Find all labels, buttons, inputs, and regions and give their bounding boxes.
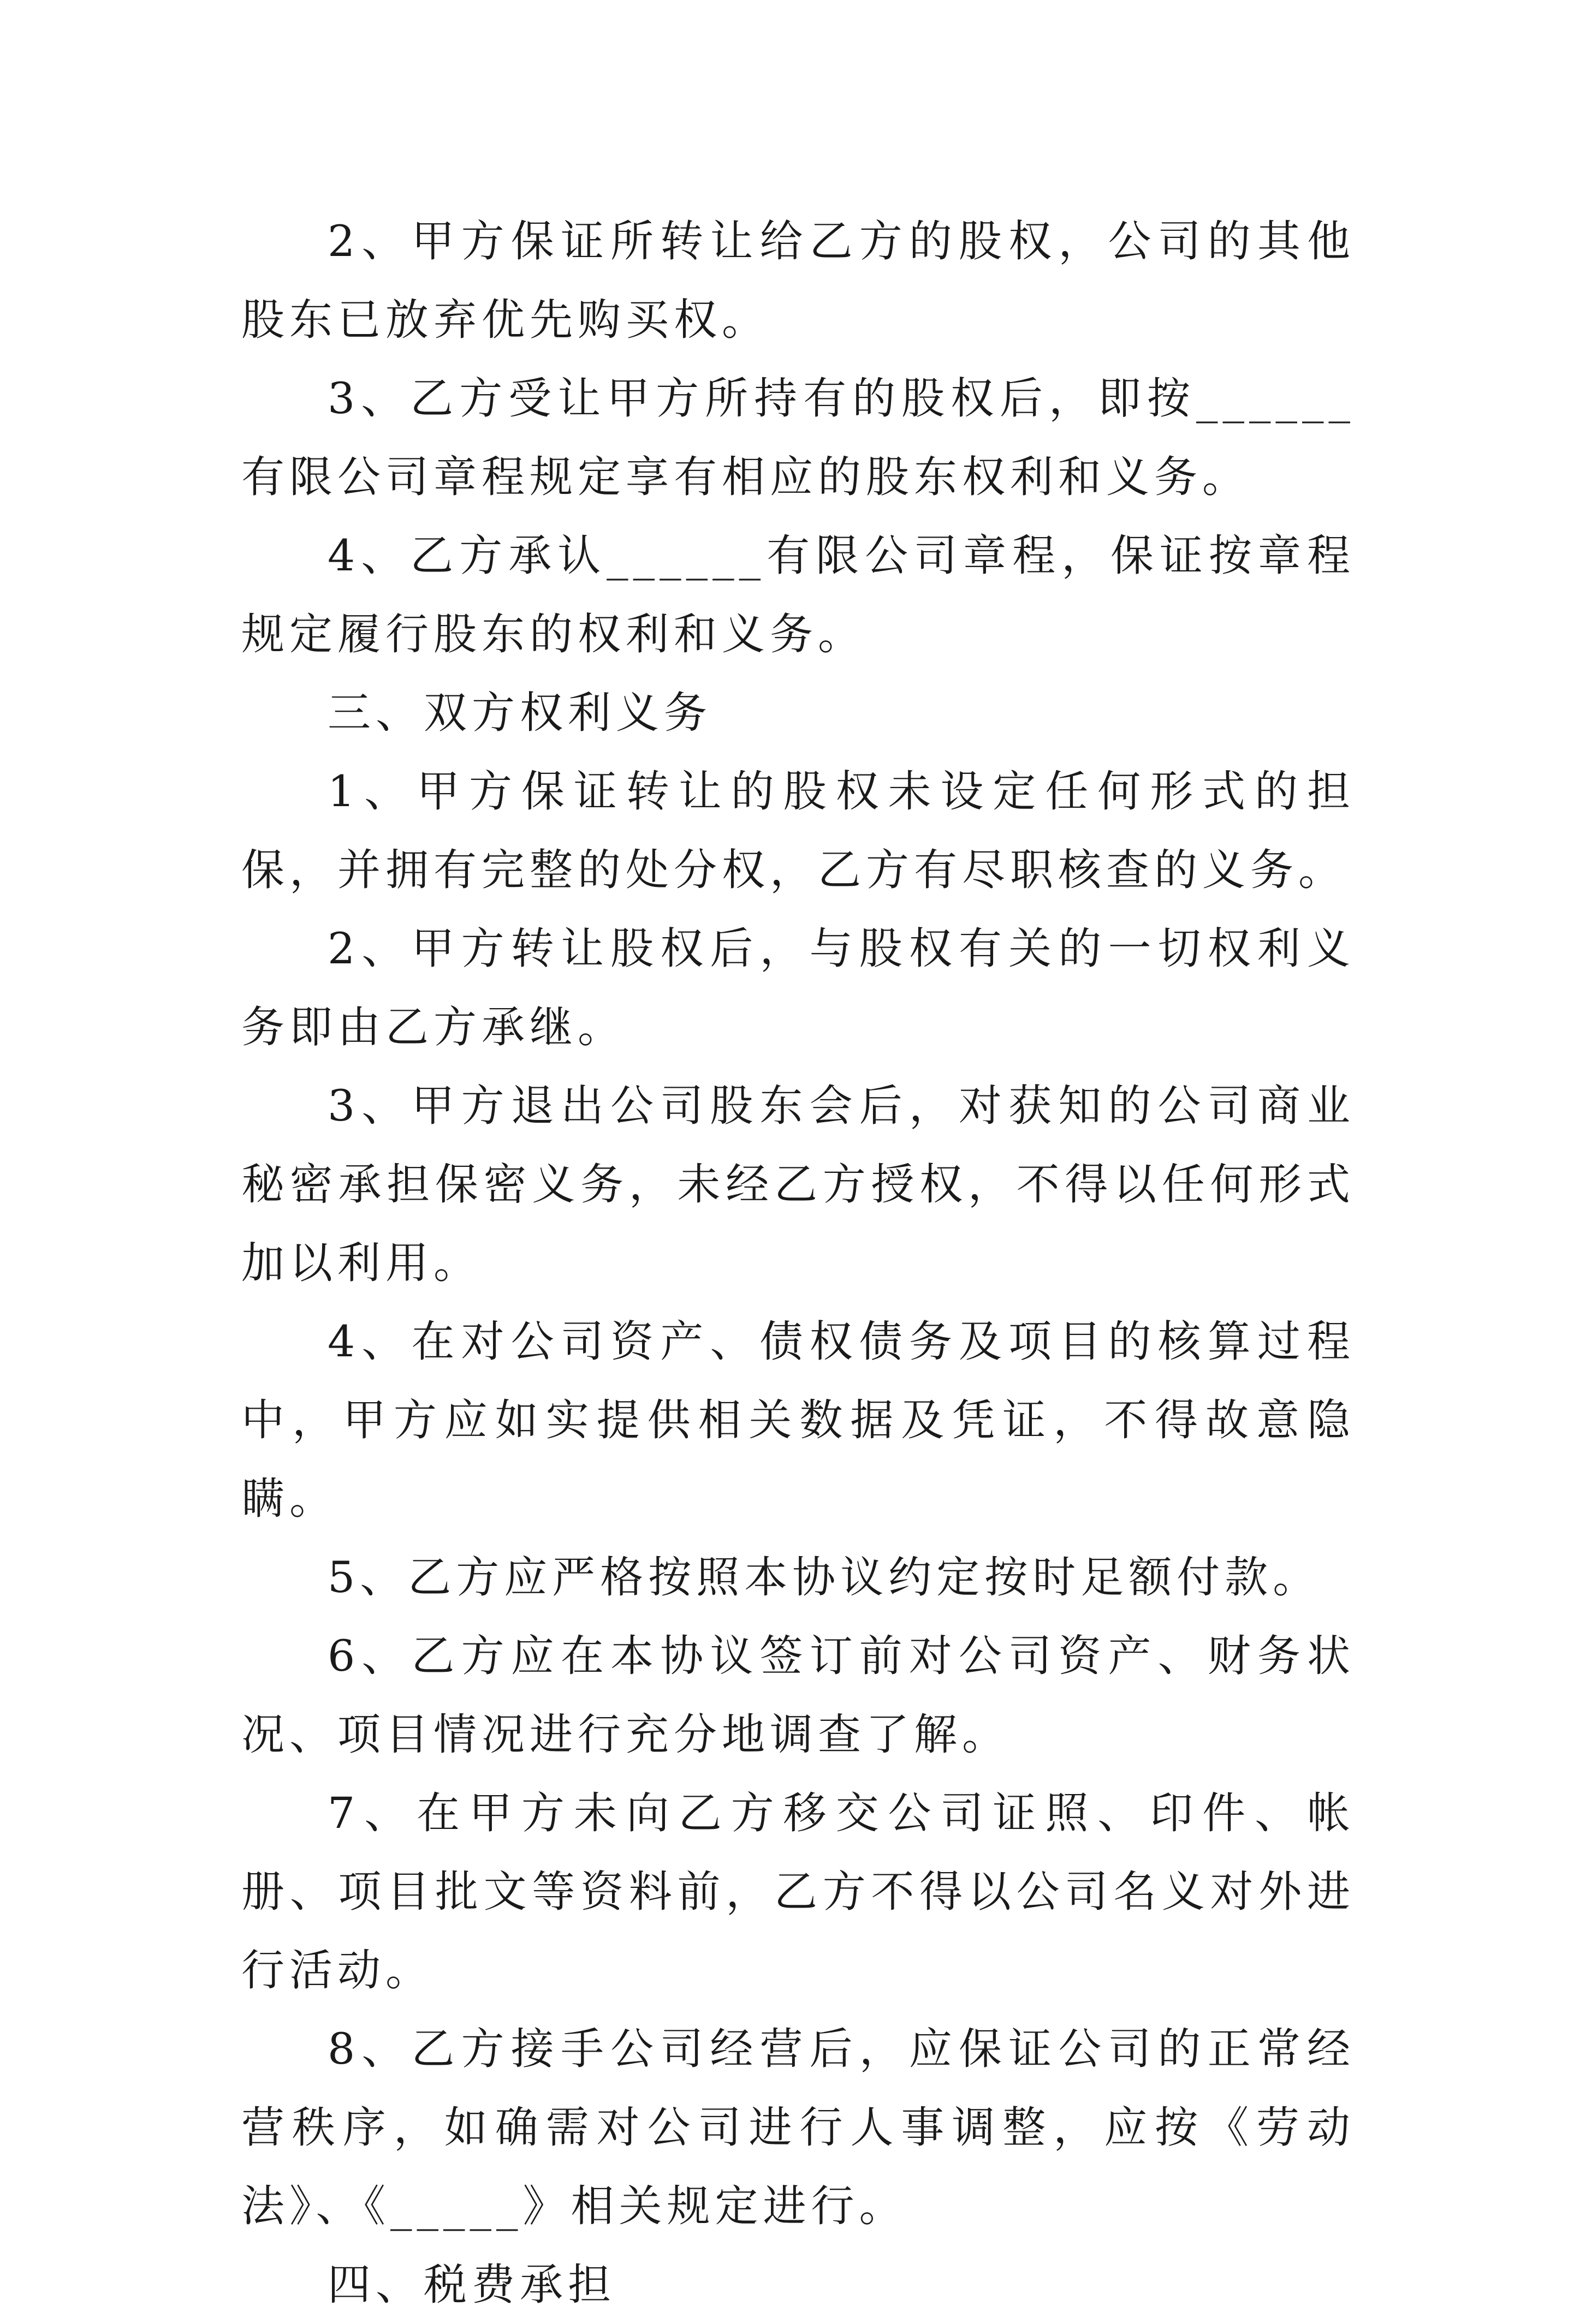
document-body (241, 202, 1355, 2324)
clause-3-1: 1、甲方保证转让的股权未设定任何形式的担保，并拥有完整的处分权，乙方有尽职核查的义务。 (241, 766, 1355, 895)
clause-3-4: 4、在对公司资产、债权债务及项目的核算过程中，甲方应如实提供相关数据及凭证，不得故意隐瞒。 (241, 1316, 1355, 1524)
clause-3-2: 2、甲方转让股权后，与股权有关的一切权利义务即由乙方承继。 (241, 923, 1355, 1052)
clause-3-5: 5、乙方应严格按照本协议约定按时足额付款。 (328, 1552, 1321, 1602)
clause-3-6: 6、乙方应在本协议签订前对公司资产、财务状况、项目情况进行充分地调查了解。 (241, 1631, 1355, 1760)
clause-2-2: 2、甲方保证所转让给乙方的股权，公司的其他股东已放弃优先购买权。 (241, 216, 1355, 345)
clause-3-7: 7、在甲方未向乙方移交公司证照、印件、帐册、项目批文等资料前，乙方不得以公司名义对外进行活动。 (241, 1788, 1355, 1995)
clause-2-3: 3、乙方受让甲方所持有的股权后，即按______有限公司章程规定享有相应的股东权利和义务。 (241, 373, 1355, 502)
clause-3-3: 3、甲方退出公司股东会后，对获知的公司商业秘密承担保密义务，未经乙方授权，不得以任何形式加以利用。 (241, 1081, 1355, 1288)
clause-2-4: 4、乙方承认______有限公司章程，保证按章程规定履行股东的权利和义务。 (241, 531, 1355, 659)
section-heading-4: 四、税费承担 (328, 2260, 616, 2310)
clause-3-8: 8、乙方接手公司经营后，应保证公司的正常经营秩序，如确需对公司进行人事调整，应按《劳动法》、《_____》相关规定进行。 (241, 2024, 1355, 2231)
section-heading-3: 三、双方权利义务 (328, 688, 712, 738)
